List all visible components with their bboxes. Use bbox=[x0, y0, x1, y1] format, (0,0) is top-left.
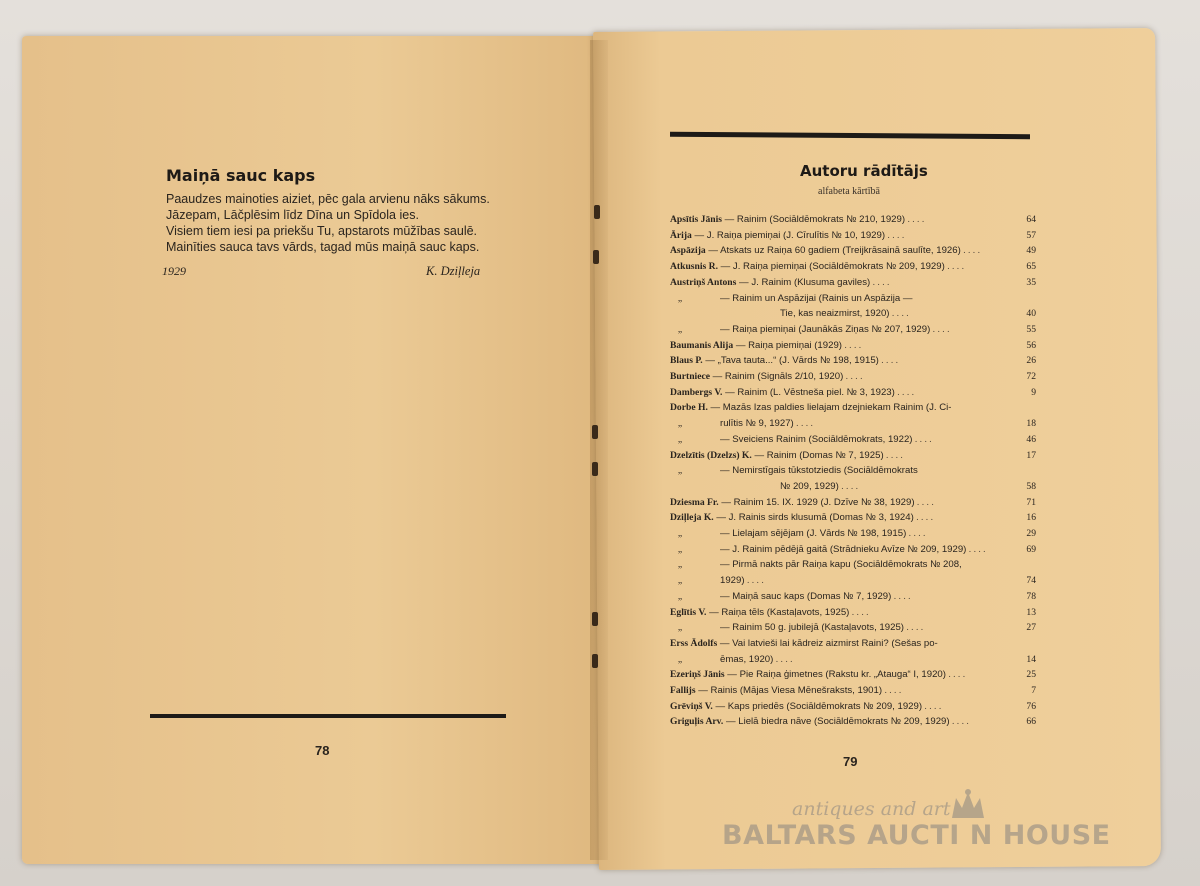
entry-page-number: 9 bbox=[1031, 386, 1036, 398]
entry-text: — J. Raiņa piemiņai (J. Cīrulītis № 10, 1929) bbox=[691, 229, 886, 241]
index-entry bbox=[670, 701, 1036, 712]
index-entry bbox=[670, 654, 1036, 665]
entry-leader-dots: . . . . bbox=[841, 339, 862, 351]
entry-leader-dots: . . . . bbox=[906, 528, 926, 539]
entry-author: Dzelzītis (Dzelzs) K. bbox=[670, 449, 752, 461]
entry-page-number: 13 bbox=[1026, 606, 1036, 618]
entry-author: Burtniece bbox=[670, 371, 710, 382]
entry-leader-dots: . . . . bbox=[891, 590, 911, 602]
index-entry bbox=[670, 418, 1036, 429]
entry-text: — Nemirstīgais tūkstotziedis (Sociāldēmokrats bbox=[720, 465, 918, 477]
entry-leader-dots: . . . . bbox=[889, 308, 909, 320]
entry-leader-dots: . . . . bbox=[945, 669, 966, 681]
entry-text: — Sveiciens Rainim (Sociāldēmokrats, 1922) bbox=[720, 433, 913, 445]
entry-page-number: 35 bbox=[1026, 276, 1036, 288]
page-number-left: 78 bbox=[315, 743, 330, 758]
entry-leader-dots: . . . . bbox=[912, 433, 932, 445]
entry-author: Grēviņš V. bbox=[670, 700, 713, 712]
left-page bbox=[22, 36, 608, 864]
entry-page-number: 55 bbox=[1026, 323, 1036, 335]
entry-page-number: 64 bbox=[1026, 214, 1036, 225]
poem-line: Mainīties sauca tavs vārds, tagad mūs maiņā sauc kaps. bbox=[166, 240, 480, 254]
entry-leader-dots: . . . . bbox=[922, 700, 942, 712]
entry-leader-dots: . . . . bbox=[960, 245, 980, 257]
index-entry bbox=[670, 387, 1036, 398]
entry-leader-dots: . . . . bbox=[894, 386, 915, 398]
entry-page-number: 17 bbox=[1026, 449, 1036, 461]
entry-leader-dots: . . . . bbox=[903, 622, 924, 634]
poem-line: Paaudzes mainoties aiziet, pēc gala arvienu nāks sākums. bbox=[166, 192, 490, 206]
entry-author: Erss Ādolfs bbox=[670, 637, 718, 649]
binding-stitch bbox=[593, 250, 599, 264]
entry-leader-dots: . . . . bbox=[793, 418, 813, 430]
ditto-mark: „ bbox=[677, 323, 683, 335]
index-entry bbox=[670, 261, 1036, 272]
ditto-mark: „ bbox=[677, 543, 683, 555]
index-entry bbox=[670, 308, 1036, 319]
entry-text: ēmas, 1920) bbox=[720, 653, 774, 665]
entry-text: — Maiņā sauc kaps (Domas № 7, 1929) bbox=[720, 590, 892, 602]
index-subtitle: alfabeta kārtībā bbox=[818, 186, 880, 197]
index-entry bbox=[670, 591, 1036, 602]
entry-page-number: 74 bbox=[1026, 575, 1036, 587]
entry-leader-dots: . . . . bbox=[913, 512, 933, 524]
entry-page-number: 7 bbox=[1031, 685, 1036, 696]
entry-text: Tie, kas neaizmirst, 1920) bbox=[780, 308, 890, 320]
entry-text: — J. Rainim pēdējā gaitā (Strādnieku Avīze № 209, 1929) bbox=[720, 543, 967, 555]
entry-leader-dots: . . . . bbox=[914, 496, 934, 508]
entry-author: Dziļleja K. bbox=[670, 512, 714, 524]
entry-text: — J. Raiņa piemiņai (Sociāldēmokrats № 209, 1929) bbox=[718, 261, 945, 273]
entry-text: — Pirmā nakts pār Raiņa kapu (Sociāldēmokrats № 208, bbox=[720, 559, 962, 571]
index-entry bbox=[670, 340, 1036, 351]
entry-page-number: 16 bbox=[1026, 512, 1036, 524]
entry-text: — Vai latvieši lai kādreiz aizmirst Raini? (Sešas po- bbox=[717, 637, 938, 649]
bottom-rule-left bbox=[150, 714, 506, 718]
entry-text: — Rainim (Sociāldēmokrats № 210, 1929) bbox=[721, 214, 906, 225]
entry-author: Baumanis Alija bbox=[670, 339, 734, 351]
binding-stitch bbox=[592, 612, 598, 626]
index-entry bbox=[670, 716, 1036, 727]
entry-leader-dots: . . . . bbox=[870, 276, 890, 288]
entry-leader-dots: . . . . bbox=[930, 323, 950, 335]
entry-page-number: 18 bbox=[1026, 418, 1036, 430]
entry-text: — Raiņa tēls (Kastaļavots, 1925) bbox=[706, 606, 850, 618]
entry-text: — J. Rainis sirds klusumā (Domas № 3, 1924) bbox=[713, 512, 914, 524]
watermark-tagline: antiques and art bbox=[792, 798, 951, 820]
entry-page-number: 29 bbox=[1026, 528, 1036, 539]
entry-author: Austriņš Antons bbox=[670, 276, 737, 288]
index-entry bbox=[670, 465, 1036, 476]
index-entry bbox=[670, 669, 1036, 680]
entry-page-number: 72 bbox=[1026, 371, 1036, 382]
entry-leader-dots: . . . . bbox=[838, 480, 859, 492]
index-entry bbox=[670, 245, 1036, 256]
entry-author: Ārija bbox=[670, 229, 692, 241]
entry-page-number: 27 bbox=[1026, 622, 1036, 634]
entry-leader-dots: . . . . bbox=[744, 575, 764, 587]
entry-author: Dorbe H. bbox=[670, 402, 708, 414]
watermark bbox=[718, 798, 1118, 862]
entry-text: — Rainim (Signāls 2/10, 1920) bbox=[709, 371, 844, 382]
index-entry bbox=[670, 512, 1036, 523]
entry-page-number: 69 bbox=[1026, 543, 1036, 555]
entry-leader-dots: . . . . bbox=[966, 543, 986, 555]
index-entry bbox=[670, 622, 1036, 633]
poem-line: Visiem tiem iesi pa priekšu Tu, apstarots mūžības saulē. bbox=[166, 224, 478, 238]
entry-page-number: 71 bbox=[1026, 496, 1036, 508]
entry-leader-dots: . . . . bbox=[843, 371, 863, 382]
entry-author: Fallijs bbox=[670, 685, 696, 696]
index-entry bbox=[670, 230, 1036, 241]
ditto-mark: „ bbox=[677, 528, 683, 539]
entry-page-number: 65 bbox=[1026, 261, 1036, 273]
entry-text: — Raiņa piemiņai (1929) bbox=[733, 339, 842, 351]
entry-text: — Kaps priedēs (Sociāldēmokrats № 209, 1929) bbox=[712, 700, 923, 712]
ditto-mark: „ bbox=[677, 465, 683, 477]
entry-leader-dots: . . . . bbox=[878, 355, 899, 367]
watermark-brand: BALTARS AUCTI N HOUSE bbox=[722, 820, 1111, 851]
poem-line: Jāzepam, Lāčplēsim līdz Dīna un Spīdola ies. bbox=[166, 208, 419, 222]
entry-page-number: 66 bbox=[1026, 716, 1036, 728]
entry-author: Griguļis Arv. bbox=[670, 716, 724, 728]
entry-page-number: 40 bbox=[1026, 308, 1036, 320]
index-entry bbox=[670, 481, 1036, 492]
index-entry bbox=[670, 575, 1036, 586]
entry-leader-dots: . . . . bbox=[905, 214, 925, 225]
index-entry bbox=[670, 559, 1036, 570]
index-title: Autoru rādītājs bbox=[800, 162, 928, 180]
entry-text: — Lielajam sējējam (J. Vārds № 198, 1915) bbox=[720, 528, 907, 539]
ditto-mark: „ bbox=[677, 433, 683, 445]
entry-text: — J. Rainim (Klusuma gaviles) bbox=[736, 276, 871, 288]
ditto-mark: „ bbox=[677, 590, 683, 602]
poem-author: K. Dziļleja bbox=[426, 264, 481, 278]
index-entry bbox=[670, 607, 1036, 618]
entry-text: rulītis № 9, 1927) bbox=[720, 418, 794, 430]
index-entry bbox=[670, 402, 1036, 413]
index-entry bbox=[670, 277, 1036, 288]
entry-page-number: 76 bbox=[1026, 700, 1036, 712]
index-entry bbox=[670, 355, 1036, 366]
entry-text: — Mazās Izas paldies lielajam dzejniekam Rainim (J. Ci- bbox=[707, 402, 952, 414]
index-entry bbox=[670, 293, 1036, 304]
poem-title: Maiņā sauc kaps bbox=[166, 166, 316, 185]
entry-author: Ezeriņš Jānis bbox=[670, 669, 725, 681]
entry-author: Dziesma Fr. bbox=[670, 496, 719, 508]
index-entry bbox=[670, 371, 1036, 382]
ditto-mark: „ bbox=[677, 653, 683, 665]
binding-stitch bbox=[592, 462, 598, 476]
index-entry bbox=[670, 324, 1036, 335]
entry-author: Atkusnis R. bbox=[670, 261, 718, 273]
entry-leader-dots: . . . . bbox=[773, 653, 793, 665]
entry-page-number: 14 bbox=[1026, 653, 1036, 665]
index-entry bbox=[670, 544, 1036, 555]
entry-text: № 209, 1929) bbox=[780, 480, 839, 492]
binding-stitch bbox=[592, 425, 598, 439]
ditto-mark: „ bbox=[677, 575, 683, 587]
index-entry bbox=[670, 434, 1036, 445]
entry-page-number: 58 bbox=[1026, 480, 1036, 492]
entry-author: Dambergs V. bbox=[670, 386, 723, 398]
entry-text: — Rainim 50 g. jubilejā (Kastaļavots, 1925) bbox=[720, 622, 904, 634]
ditto-mark: „ bbox=[677, 292, 683, 304]
ditto-mark: „ bbox=[677, 559, 683, 571]
entry-text: — Rainim (L. Vēstneša piel. № 3, 1923) bbox=[722, 386, 895, 398]
entry-leader-dots: . . . . bbox=[885, 229, 905, 241]
ditto-mark: „ bbox=[677, 622, 683, 634]
entry-text: — Raiņa piemiņai (Jaunākās Ziņas № 207, 1929) bbox=[720, 323, 931, 335]
entry-text: — Atskats uz Raiņa 60 gadiem (Treijkrāsainā saulīte, 1926) bbox=[705, 245, 961, 257]
entry-author: Eglītis V. bbox=[670, 606, 707, 618]
entry-text: — Pie Raiņa ģimetnes (Rakstu kr. „Atauga“ I, 1920) bbox=[724, 669, 946, 681]
binding-stitch bbox=[592, 654, 598, 668]
entry-author: Aspāzija bbox=[670, 245, 706, 257]
entry-page-number: 25 bbox=[1026, 669, 1036, 681]
entry-text: — Lielā biedra nāve (Sociāldēmokrats № 209, 1929) bbox=[723, 716, 950, 728]
entry-text: 1929) bbox=[720, 575, 745, 587]
index-entry bbox=[670, 450, 1036, 461]
entry-page-number: 57 bbox=[1026, 229, 1036, 241]
index-entry bbox=[670, 214, 1036, 225]
index-entry bbox=[670, 528, 1036, 539]
entry-page-number: 56 bbox=[1026, 339, 1036, 351]
entry-page-number: 26 bbox=[1026, 355, 1036, 367]
entry-leader-dots: . . . . bbox=[849, 606, 869, 618]
book-gutter bbox=[590, 40, 608, 860]
entry-author: Blaus P. bbox=[670, 355, 703, 367]
entry-leader-dots: . . . . bbox=[882, 685, 902, 696]
index-entry bbox=[670, 638, 1036, 649]
page-number-right: 79 bbox=[843, 754, 858, 769]
entry-page-number: 46 bbox=[1026, 433, 1036, 445]
entry-text: — Rainis (Mājas Viesa Mēnešraksts, 1901) bbox=[695, 685, 883, 696]
entry-page-number: 78 bbox=[1026, 590, 1036, 602]
entry-text: — Rainim un Aspāzijai (Rainis un Aspāzija — bbox=[720, 292, 913, 304]
entry-text: — „Tava tauta...“ (J. Vārds № 198, 1915) bbox=[702, 355, 879, 367]
index-entry bbox=[670, 497, 1036, 508]
index-entry bbox=[670, 685, 1036, 696]
entry-leader-dots: . . . . bbox=[883, 449, 903, 461]
entry-page-number: 49 bbox=[1026, 245, 1036, 257]
entry-author: Apsītis Jānis bbox=[670, 214, 722, 225]
binding-stitch bbox=[594, 205, 600, 219]
ditto-mark: „ bbox=[677, 418, 683, 430]
entry-leader-dots: . . . . bbox=[949, 716, 969, 728]
poem-year: 1929 bbox=[162, 264, 186, 278]
entry-text: — Rainim 15. IX. 1929 (J. Dzīve № 38, 1929) bbox=[718, 496, 915, 508]
entry-text: — Rainim (Domas № 7, 1925) bbox=[751, 449, 884, 461]
entry-leader-dots: . . . . bbox=[944, 261, 964, 273]
